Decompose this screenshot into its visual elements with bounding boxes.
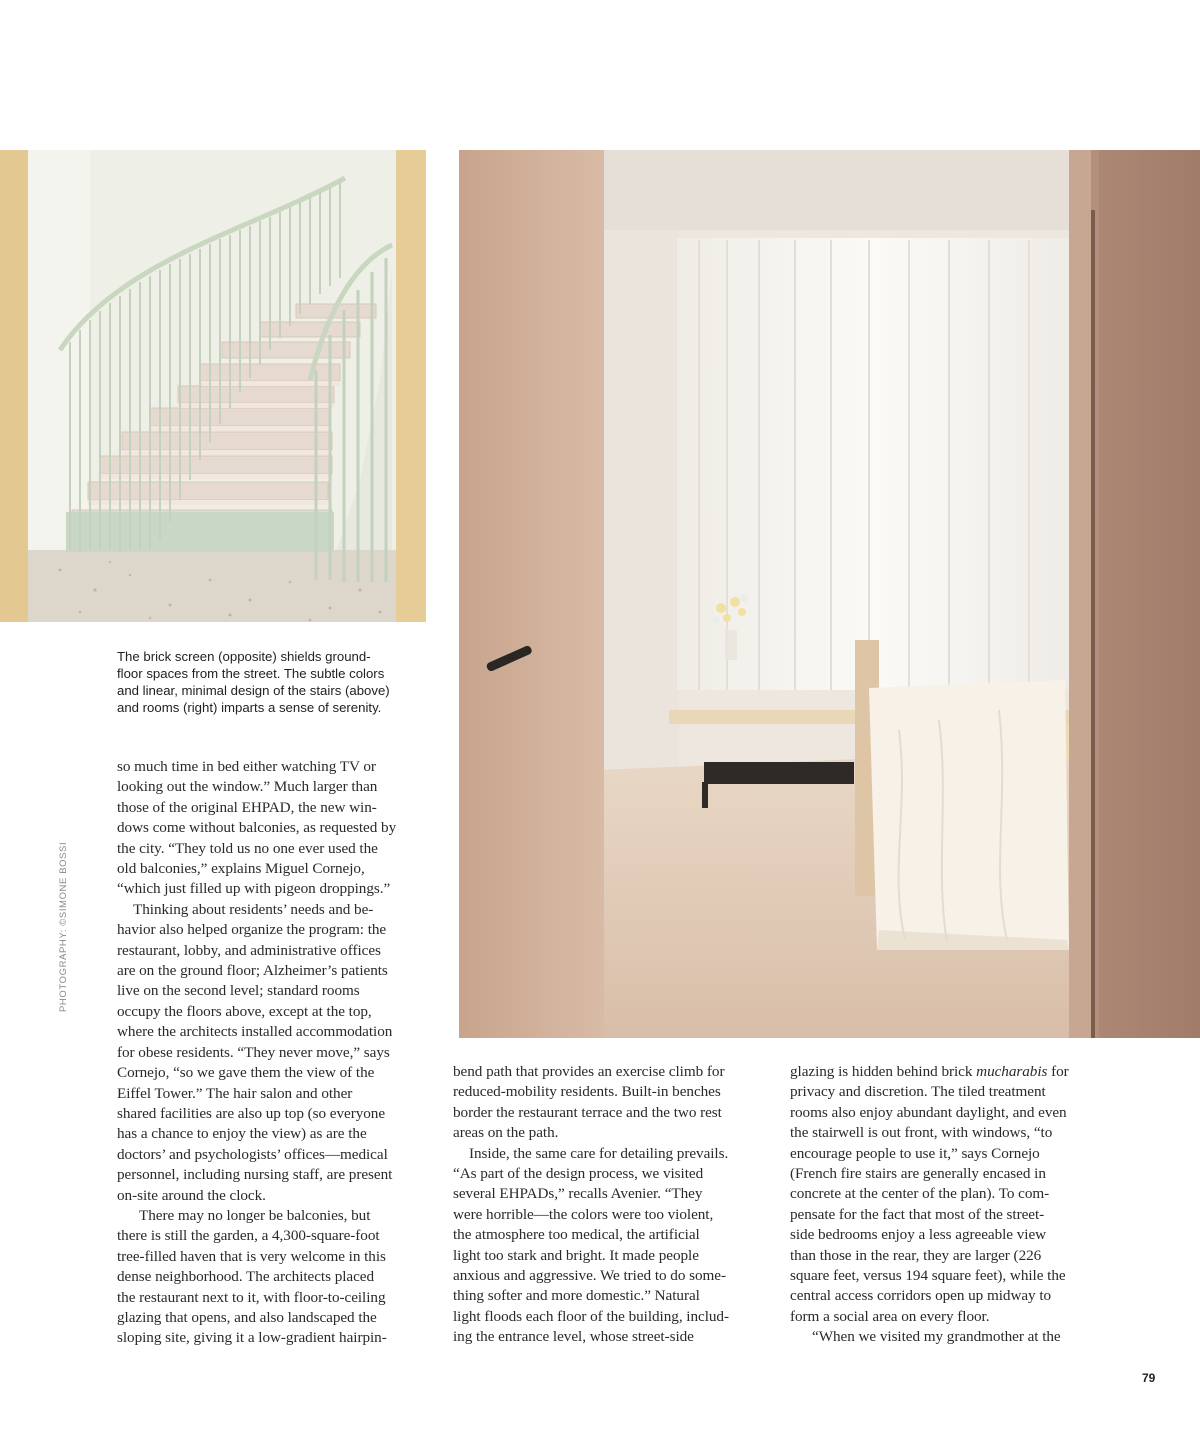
body-line: Eiffel Tower.” The hair salon and other <box>117 1084 353 1102</box>
body-line: areas on the path. <box>453 1124 559 1142</box>
body-line: were horrible—the colors were too violent, <box>453 1205 714 1223</box>
body-line: Cornejo, “so we gave them the view of the <box>117 1064 375 1082</box>
body-line: doctors’ and psychologists’ offices—medical <box>117 1145 388 1163</box>
caption-line: floor spaces from the street. The subtle colors <box>117 666 385 681</box>
body-line: (French fire stairs are generally encased in <box>790 1165 1046 1183</box>
body-line: bend path that provides an exercise climb for <box>453 1063 725 1080</box>
body-line: anxious and aggressive. We tried to do some- <box>453 1267 726 1285</box>
article-column-3 <box>790 1062 1102 1348</box>
body-line: glazing that opens, and also landscaped the <box>117 1308 377 1326</box>
body-line: the stairwell is out front, with windows, “to <box>790 1124 1053 1142</box>
body-line: dense neighborhood. The architects placed <box>117 1268 375 1286</box>
photo-credit: PHOTOGRAPHY: ©SIMONE BOSSI <box>58 841 69 1012</box>
caption-line: and rooms (right) imparts a sense of serenity. <box>117 700 382 715</box>
body-line: dows come without balconies, as requested by <box>117 819 397 837</box>
photo-caption <box>117 648 427 716</box>
body-line: form a social area on every floor. <box>790 1307 990 1325</box>
body-line: Inside, the same care for detailing prevails. <box>469 1144 729 1162</box>
body-line: restaurant, lobby, and administrative offices <box>117 941 381 959</box>
body-line: concrete at the center of the plan). To com- <box>790 1185 1050 1203</box>
article-column-1 <box>117 757 427 1349</box>
page-number: 79 <box>1142 1371 1156 1385</box>
body-line: reduced-mobility residents. Built-in benches <box>453 1083 721 1101</box>
caption-line: and linear, minimal design of the stairs (above) <box>117 683 390 698</box>
body-line: those of the original EHPAD, the new win- <box>117 798 377 816</box>
body-line: rooms also enjoy abundant daylight, and even <box>790 1103 1067 1121</box>
body-line: for obese residents. “They never move,” says <box>117 1043 390 1061</box>
body-line-with-italic <box>790 1062 1102 1082</box>
body-line: the city. “They told us no one ever used the <box>117 839 378 857</box>
body-line: there is still the garden, a 4,300-square-foot <box>117 1227 380 1245</box>
body-line: has a chance to enjoy the view) as are the <box>117 1125 367 1143</box>
body-line: light floods each floor of the building, includ- <box>453 1307 729 1325</box>
body-line: thing softer and more domestic.” Natural <box>453 1287 700 1305</box>
body-line: personnel, including nursing staff, are present <box>117 1166 393 1184</box>
body-line: encourage people to use it,” says Cornejo <box>790 1144 1040 1162</box>
italic-term: mucharabis <box>976 1063 1048 1080</box>
bedroom-photo <box>459 150 1200 1038</box>
body-line: “When we visited my grandmother at the <box>812 1328 1061 1346</box>
body-line: havior also helped organize the program: the <box>117 921 387 939</box>
body-line: tree-filled haven that is very welcome in this <box>117 1247 386 1265</box>
body-line: There may no longer be balconies, but <box>139 1206 371 1224</box>
body-line: on-site around the clock. <box>117 1186 266 1204</box>
stairs-photo <box>0 150 426 622</box>
body-line: light too stark and bright. It made people <box>453 1246 699 1264</box>
body-line: square feet, versus 194 square feet), while the <box>790 1267 1066 1285</box>
body-line: are on the ground floor; Alzheimer’s patients <box>117 962 388 980</box>
body-text: glazing is hidden behind brick <box>790 1063 977 1080</box>
body-line: Thinking about residents’ needs and be- <box>133 900 374 918</box>
body-line: “As part of the design process, we visited <box>453 1165 704 1183</box>
body-line: the atmosphere too medical, the artificial <box>453 1226 700 1244</box>
body-line: privacy and discretion. The tiled treatment <box>790 1083 1046 1101</box>
body-line: occupy the floors above, except at the top, <box>117 1002 372 1020</box>
body-line: where the architects installed accommodation <box>117 1023 393 1041</box>
body-line: than those in the rear, they are larger (226 <box>790 1246 1042 1264</box>
body-line: sloping site, giving it a low-gradient hairpin- <box>117 1329 387 1347</box>
body-line: several EHPADs,” recalls Avenier. “They <box>453 1185 703 1203</box>
body-line: live on the second level; standard rooms <box>117 982 360 1000</box>
caption-line: The brick screen (opposite) shields ground- <box>117 649 371 664</box>
article-column-2 <box>453 1062 765 1348</box>
body-line: the restaurant next to it, with floor-to-ceiling <box>117 1288 386 1306</box>
body-line: so much time in bed either watching TV or <box>117 758 376 775</box>
body-line: old balconies,” explains Miguel Cornejo, <box>117 860 365 878</box>
body-line: central access corridors open up midway to <box>790 1287 1052 1305</box>
body-line: border the restaurant terrace and the two rest <box>453 1103 722 1121</box>
body-text: for <box>1047 1063 1069 1080</box>
body-line: side bedrooms enjoy a less agreeable view <box>790 1226 1047 1244</box>
body-line: ing the entrance level, whose street-side <box>453 1328 694 1346</box>
body-line: “which just filled up with pigeon droppings.” <box>117 880 391 898</box>
body-line: looking out the window.” Much larger than <box>117 778 378 796</box>
body-line: shared facilities are also up top (so everyone <box>117 1104 386 1122</box>
body-line: pensate for the fact that most of the street- <box>790 1205 1045 1223</box>
